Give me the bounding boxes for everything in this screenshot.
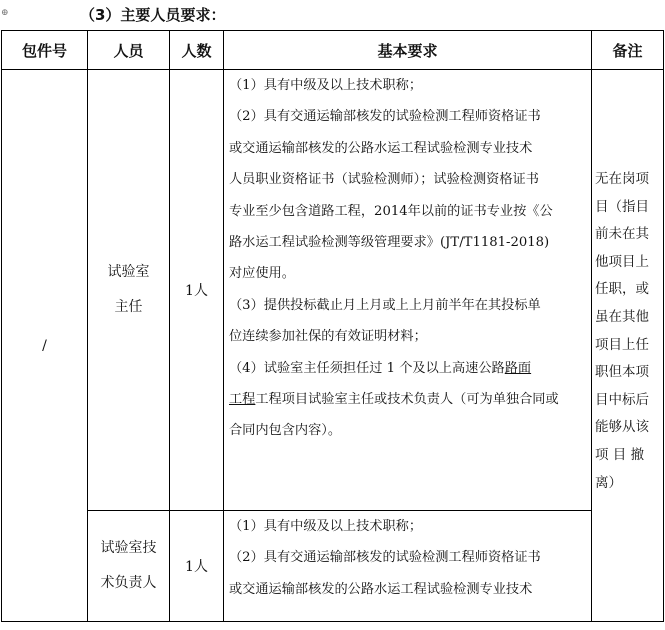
header-package: 包件号 [2,31,88,70]
requirement-cell [224,70,592,511]
requirement-line: （1）具有中级及以上技术职称； [229,519,423,534]
header-requirement: 基本要求 [224,31,592,70]
remark-line: 离） [595,474,622,491]
requirement-line [229,384,588,415]
person-line: 试验室 [107,264,150,280]
remark-line: 项目上任 [595,336,649,353]
person-line: 主任 [114,299,143,315]
requirement-line: 人员职业资格证书（试验检测师）；试验检测资格证书 [229,172,539,188]
count-cell: 1人 [170,70,224,511]
remark-line: 前未在其 [595,226,649,243]
requirement-line: （3）提供投标截止月上月或上上月前半年在其投标单 [229,297,541,313]
requirement-line: 对应使用。 [229,266,295,282]
remark-line: 目中标后 [595,391,649,408]
table-row [2,511,664,622]
remark-line: 职但本项 [595,364,649,381]
requirement-line: （2）具有交通运输部核发的试验检测工程师资格证书 [229,550,541,566]
requirement-line: 或交通运输部核发的公路水运工程试验检测专业技术 [229,140,533,156]
remark-line: 虽在其他 [595,308,649,325]
table-row [2,70,664,511]
requirement-line [229,353,588,384]
requirement-line: （1）具有中级及以上技术职称； [229,78,423,93]
underlined-text: 路面 [504,360,532,376]
personnel-requirements-table [1,30,664,622]
header-count: 人数 [170,31,224,70]
remark-cell [592,70,664,622]
remark-line: 能够从该 [595,419,649,436]
package-cell: / [2,70,88,622]
requirement-line: （2）具有交通运输部核发的试验检测工程师资格证书 [229,109,541,125]
remark-line: 无在岗项 [595,171,649,187]
anchor-marker-icon: ⊕ [1,8,9,18]
header-row [2,31,664,70]
requirement-text: 工程项目试验室主任或技术负责人（可为单独合同或 [255,392,559,408]
remark-line: 任职，或 [595,281,649,298]
remark-line: 目（指目 [595,198,649,215]
requirement-line: 专业至少包含道路工程，2014年以前的证书专业按《公 [229,203,553,219]
header-remark: 备注 [592,31,664,70]
person-cell [88,511,170,622]
requirement-text: （4）试验室主任须担任过 1 个及以上高速公路 [229,360,505,376]
requirement-cell [224,511,592,622]
person-line: 试验室技 [100,540,157,556]
remark-line: 他项目上 [595,253,649,270]
requirement-line: 路水运工程试验检测等级管理要求》(JT/T1181-2018) [229,235,550,251]
person-line: 术负责人 [100,575,157,591]
requirement-line: 位连续参加社保的有效证明材料； [229,329,427,345]
header-person: 人员 [88,31,170,70]
person-cell [88,70,170,511]
section-heading: （3）主要人员要求： [80,6,226,24]
remark-line: 项 目 撤 [595,446,645,463]
underlined-text: 工程 [229,392,256,408]
count-cell: 1人 [170,511,224,622]
requirement-line: 或交通运输部核发的公路水运工程试验检测专业技术 [229,581,533,597]
requirement-line: 合同内包含内容）。 [229,423,342,439]
